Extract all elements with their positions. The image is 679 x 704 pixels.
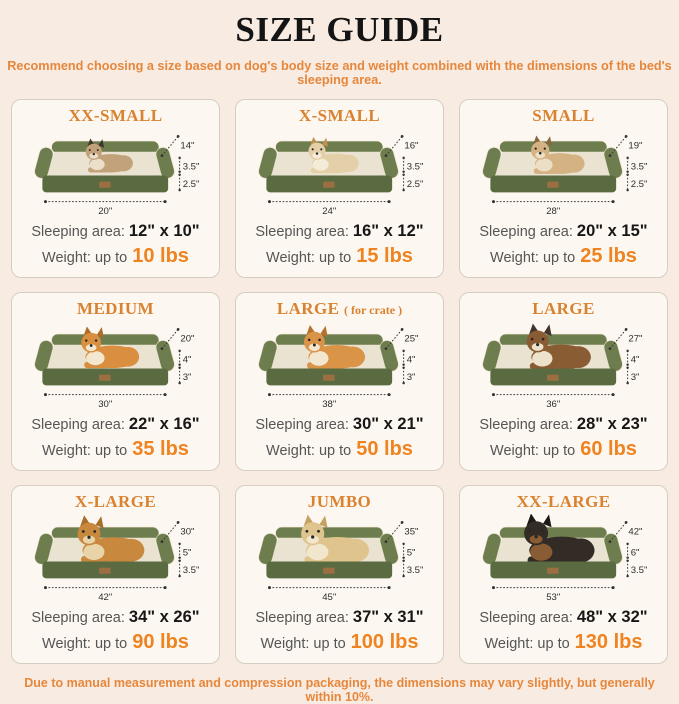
sleeping-area-row: [15, 413, 216, 436]
weight-row: [463, 436, 664, 464]
sleeping-area-row: [15, 220, 216, 243]
depth-dimension-line: [610, 522, 626, 541]
bed-brand-tag: [547, 375, 559, 381]
pet-nose: [92, 153, 94, 155]
base-height-label: 3.5": [182, 565, 199, 577]
bolster-height-dot-bottom: [178, 170, 180, 172]
pet-illustration: [526, 323, 590, 369]
bed-brand-tag: [99, 375, 111, 381]
weight-value: 25 lbs: [580, 245, 637, 267]
pet-left-eye: [307, 339, 310, 342]
pet-chest: [530, 544, 552, 561]
size-card: [11, 292, 220, 471]
size-card: [235, 99, 444, 278]
weight-label: Weight: up to: [260, 636, 346, 652]
width-dim-dot-left: [491, 586, 494, 589]
pet-left-eye: [311, 148, 313, 150]
size-card: [11, 99, 220, 278]
bolster-height-label: 4": [630, 354, 639, 366]
depth-dimension-line: [386, 522, 402, 541]
depth-dim-dot-end: [624, 135, 627, 138]
bed-brand-tag: [547, 182, 559, 188]
bolster-height-dot-top: [178, 543, 180, 545]
width-dim-dot-left: [43, 200, 46, 203]
weight-value: 10 lbs: [132, 245, 189, 267]
weight-row: [239, 629, 440, 657]
sleeping-area-value: 22" x 16": [128, 415, 200, 433]
bolster-height-dot-bottom: [626, 556, 628, 558]
sleeping-area-label: Sleeping area:: [255, 610, 349, 626]
depth-dim-dot-end: [400, 328, 403, 331]
base-height-label: 2.5": [182, 179, 199, 191]
bed-illustration: [24, 128, 208, 220]
depth-dim-dot-start: [160, 540, 163, 543]
bed-brand-tag: [323, 568, 335, 574]
pet-illustration: [524, 514, 594, 564]
depth-dim-dot-start: [608, 540, 611, 543]
bolster-height-dot-top: [402, 157, 404, 159]
weight-row: [15, 436, 216, 464]
base-height-dot-bottom: [178, 382, 180, 384]
base-height-dot-bottom: [178, 189, 180, 191]
pet-left-eye: [534, 147, 536, 149]
width-dim-dot-left: [43, 586, 46, 589]
depth-label: 14": [179, 140, 194, 152]
pet-right-eye: [541, 338, 544, 341]
width-label: 42": [97, 591, 112, 603]
sleeping-area-label: Sleeping area:: [31, 610, 125, 626]
base-height-dot-bottom: [626, 189, 628, 191]
bolster-height-dot-top: [178, 157, 180, 159]
width-label: 24": [321, 205, 336, 217]
size-title: [15, 492, 216, 513]
size-grid: [11, 99, 668, 664]
width-dim-dot-right: [163, 393, 166, 396]
bolster-height-label: 5": [406, 547, 415, 559]
depth-dimension-line: [162, 522, 178, 541]
weight-row: [463, 629, 664, 657]
width-dim-dot-right: [611, 586, 614, 589]
size-title: [239, 106, 440, 127]
base-height-label: 3.5": [630, 565, 647, 577]
base-height-label: 3": [182, 372, 191, 384]
sleeping-area-value: 30" x 21": [352, 415, 424, 433]
bed-back-bolster: [275, 334, 382, 346]
weight-value: 100 lbs: [350, 631, 419, 653]
base-height-dot-bottom: [626, 575, 628, 577]
width-dim-dot-right: [163, 200, 166, 203]
sleeping-area-value: 48" x 32": [576, 608, 648, 626]
bolster-height-dot-top: [626, 350, 628, 352]
sleeping-area-label: Sleeping area:: [479, 610, 573, 626]
size-title: [15, 299, 216, 320]
weight-value: 130 lbs: [574, 631, 643, 653]
weight-row: [15, 629, 216, 657]
size-title: [239, 299, 440, 320]
size-title: [15, 106, 216, 127]
sleeping-area-value: 20" x 15": [576, 222, 648, 240]
weight-label: Weight: up to: [42, 250, 128, 266]
depth-label: 16": [403, 140, 418, 152]
weight-label: Weight: up to: [490, 250, 576, 266]
bed-back-bolster: [499, 141, 606, 153]
width-dim-dot-right: [611, 200, 614, 203]
bolster-height-dot-top: [626, 543, 628, 545]
pet-left-eye: [528, 529, 531, 532]
depth-dim-dot-start: [160, 347, 163, 350]
bolster-height-dot-top: [626, 157, 628, 159]
size-title: [463, 492, 664, 513]
pet-hindquarters: [118, 539, 144, 562]
pet-nose: [536, 343, 539, 346]
base-height-label: 3.5": [406, 565, 423, 577]
bed-brand-tag: [547, 568, 559, 574]
bed-back-bolster: [51, 334, 158, 346]
weight-value: 60 lbs: [580, 438, 637, 460]
bolster-height-dot-top: [402, 350, 404, 352]
depth-dim-dot-start: [384, 154, 387, 157]
depth-dim-dot-end: [176, 521, 179, 524]
base-height-dot-top: [626, 367, 628, 369]
width-dim-dot-right: [387, 393, 390, 396]
weight-label: Weight: up to: [490, 443, 576, 459]
pet-illustration: [81, 326, 139, 368]
width-label: 28": [545, 205, 560, 217]
bed-illustration: [248, 321, 432, 413]
size-title: [463, 299, 664, 320]
depth-label: 19": [627, 140, 642, 152]
bolster-height-label: 3.5": [630, 161, 647, 173]
pet-chest: [89, 159, 104, 171]
pet-hindquarters: [339, 155, 359, 172]
base-height-dot-top: [402, 174, 404, 176]
width-label: 38": [321, 398, 336, 410]
sleeping-area-label: Sleeping area:: [255, 417, 349, 433]
size-title-text: XX-LARGE: [516, 492, 611, 511]
depth-dim-dot-end: [400, 135, 403, 138]
width-label: 53": [545, 591, 560, 603]
sleeping-area-row: [15, 606, 216, 629]
bed-back-bolster: [51, 527, 158, 539]
pet-right-eye: [543, 147, 545, 149]
base-height-dot-bottom: [178, 575, 180, 577]
sleeping-area-label: Sleeping area:: [479, 417, 573, 433]
pet-left-eye: [88, 149, 90, 151]
pet-nose: [534, 535, 537, 538]
bed-brand-tag: [99, 182, 111, 188]
bolster-height-dot-bottom: [178, 363, 180, 365]
pet-chest: [306, 544, 328, 561]
bolster-height-label: 4": [406, 354, 415, 366]
bolster-height-label: 5": [182, 547, 191, 559]
weight-row: [239, 243, 440, 271]
recommendation-subtitle: Recommend choosing a size based on dog's body size and weight combined with the dimensions of the bed's sleeping area.: [7, 59, 672, 87]
depth-dim-dot-end: [176, 328, 179, 331]
width-dim-dot-left: [491, 393, 494, 396]
depth-dimension-line: [610, 329, 626, 348]
pet-chest: [83, 544, 104, 560]
bolster-height-label: 3.5": [406, 161, 423, 173]
depth-dim-dot-start: [608, 154, 611, 157]
pet-nose: [538, 152, 541, 155]
width-dim-dot-left: [267, 393, 270, 396]
depth-dim-dot-start: [384, 347, 387, 350]
base-height-dot-bottom: [626, 382, 628, 384]
weight-label: Weight: up to: [266, 250, 352, 266]
depth-dimension-line: [162, 329, 178, 348]
pet-right-eye: [93, 530, 96, 533]
depth-dim-dot-end: [176, 135, 179, 138]
size-title-text: LARGE: [276, 299, 340, 318]
size-card: [459, 485, 668, 664]
pet-left-eye: [85, 339, 87, 341]
size-card: [235, 485, 444, 664]
weight-value: 15 lbs: [356, 245, 413, 267]
depth-label: 42": [627, 526, 642, 538]
bed-illustration: [472, 128, 656, 220]
sleeping-area-value: 16" x 12": [352, 222, 424, 240]
size-title-text: X-LARGE: [74, 492, 157, 511]
size-title-text: MEDIUM: [77, 299, 154, 318]
base-height-dot-top: [178, 367, 180, 369]
pet-chest: [532, 351, 552, 367]
sleeping-area-row: [239, 606, 440, 629]
pet-nose: [87, 536, 90, 539]
weight-label: Weight: up to: [266, 443, 352, 459]
sleeping-area-label: Sleeping area:: [255, 224, 349, 240]
bed-back-bolster: [275, 527, 382, 539]
bolster-height-dot-bottom: [402, 556, 404, 558]
sleeping-area-label: Sleeping area:: [479, 224, 573, 240]
bed-illustration: [24, 321, 208, 413]
size-title-text: XX-SMALL: [68, 106, 163, 125]
pet-nose: [315, 152, 317, 154]
base-height-dot-top: [402, 560, 404, 562]
width-dim-dot-left: [267, 200, 270, 203]
width-label: 45": [321, 591, 336, 603]
bed-brand-tag: [323, 182, 335, 188]
pet-right-eye: [94, 339, 96, 341]
weight-value: 90 lbs: [132, 631, 189, 653]
depth-dim-dot-start: [384, 540, 387, 543]
size-card: [459, 99, 668, 278]
pet-chest: [86, 351, 104, 365]
pet-chest: [535, 158, 552, 171]
width-label: 20": [97, 205, 112, 217]
sleeping-area-value: 28" x 23": [576, 415, 648, 433]
pet-nose: [312, 344, 315, 347]
bolster-height-dot-bottom: [402, 170, 404, 172]
base-height-dot-top: [178, 560, 180, 562]
measurement-disclaimer: Due to manual measurement and compression packaging, the dimensions may vary slightly, but generally within 10%.: [24, 676, 655, 704]
size-title: [239, 492, 440, 513]
width-dim-dot-right: [163, 586, 166, 589]
bed-back-bolster: [51, 141, 158, 153]
base-height-dot-bottom: [402, 382, 404, 384]
depth-dim-dot-start: [608, 347, 611, 350]
sleeping-area-value: 34" x 26": [128, 608, 200, 626]
pet-illustration: [303, 325, 364, 369]
depth-dim-dot-start: [160, 154, 163, 157]
base-height-label: 2.5": [406, 179, 423, 191]
sleeping-area-row: [239, 220, 440, 243]
width-label: 30": [97, 398, 112, 410]
depth-dim-dot-end: [400, 521, 403, 524]
depth-dim-dot-end: [624, 328, 627, 331]
bolster-height-dot-top: [402, 543, 404, 545]
bolster-height-dot-bottom: [178, 556, 180, 558]
sleeping-area-row: [463, 413, 664, 436]
pet-illustration: [77, 515, 144, 563]
sleeping-area-label: Sleeping area:: [31, 417, 125, 433]
bolster-height-dot-bottom: [626, 170, 628, 172]
pet-chest: [312, 159, 328, 171]
pet-hindquarters: [342, 539, 368, 562]
width-dim-dot-right: [387, 586, 390, 589]
bolster-height-dot-bottom: [626, 363, 628, 365]
weight-value: 35 lbs: [132, 438, 189, 460]
size-title-text: X-SMALL: [298, 106, 381, 125]
width-dim-dot-left: [267, 586, 270, 589]
sleeping-area-value: 37" x 31": [352, 608, 424, 626]
pet-right-eye: [317, 530, 320, 533]
bed-illustration: [472, 321, 656, 413]
weight-label: Weight: up to: [42, 636, 128, 652]
base-height-dot-top: [402, 367, 404, 369]
bed-back-bolster: [275, 141, 382, 153]
bed-brand-tag: [99, 568, 111, 574]
pet-left-eye: [305, 530, 308, 533]
base-height-label: 3": [406, 372, 415, 384]
pet-right-eye: [540, 529, 543, 532]
width-dim-dot-left: [43, 393, 46, 396]
pet-chest: [309, 351, 328, 366]
size-title: [463, 106, 664, 127]
pet-right-eye: [318, 339, 321, 342]
width-dim-dot-right: [611, 393, 614, 396]
pet-hindquarters: [565, 346, 590, 368]
depth-label: 20": [179, 333, 194, 345]
pet-illustration: [301, 515, 369, 564]
size-title-text: JUMBO: [307, 492, 372, 511]
size-title-text: SMALL: [532, 106, 595, 125]
depth-label: 30": [179, 526, 194, 538]
bolster-height-label: 4": [182, 354, 191, 366]
weight-row: [239, 436, 440, 464]
size-title-text: LARGE: [532, 299, 595, 318]
weight-row: [463, 243, 664, 271]
pet-left-eye: [81, 530, 84, 533]
sleeping-area-row: [239, 413, 440, 436]
size-card: [11, 485, 220, 664]
bolster-height-dot-bottom: [402, 363, 404, 365]
pet-hindquarters: [341, 347, 365, 368]
bed-back-bolster: [499, 334, 606, 346]
size-card: [235, 292, 444, 471]
depth-dim-dot-end: [624, 521, 627, 524]
width-dim-dot-left: [491, 200, 494, 203]
depth-label: 25": [403, 333, 418, 345]
bolster-height-label: 3.5": [182, 161, 199, 173]
depth-dimension-line: [162, 136, 178, 155]
base-height-dot-top: [626, 560, 628, 562]
width-label: 36": [545, 398, 560, 410]
bed-illustration: [248, 128, 432, 220]
base-height-dot-top: [626, 174, 628, 176]
sleeping-area-label: Sleeping area:: [31, 224, 125, 240]
size-card: [459, 292, 668, 471]
pet-nose: [89, 344, 92, 347]
sleeping-area-row: [463, 220, 664, 243]
width-dim-dot-right: [387, 200, 390, 203]
base-height-dot-bottom: [402, 575, 404, 577]
weight-label: Weight: up to: [484, 636, 570, 652]
base-height-dot-bottom: [402, 189, 404, 191]
pet-hindquarters: [567, 538, 594, 562]
bed-illustration: [24, 514, 208, 606]
bed-brand-tag: [323, 375, 335, 381]
pet-hindquarters: [116, 347, 139, 367]
base-height-dot-top: [178, 174, 180, 176]
bed-illustration: [472, 514, 656, 606]
depth-label: 27": [627, 333, 642, 345]
weight-label: Weight: up to: [42, 443, 128, 459]
pet-right-eye: [96, 149, 98, 151]
depth-dimension-line: [610, 136, 626, 155]
pet-hindquarters: [563, 154, 584, 172]
pet-left-eye: [530, 338, 533, 341]
size-title-suffix: ( for crate ): [344, 303, 403, 317]
depth-dimension-line: [386, 329, 402, 348]
sleeping-area-row: [463, 606, 664, 629]
bolster-height-label: 6": [630, 547, 639, 559]
sleeping-area-value: 12" x 10": [128, 222, 200, 240]
bed-illustration: [248, 514, 432, 606]
depth-dimension-line: [386, 136, 402, 155]
base-height-label: 2.5": [630, 179, 647, 191]
pet-hindquarters: [114, 155, 132, 171]
weight-value: 50 lbs: [356, 438, 413, 460]
bolster-height-dot-top: [178, 350, 180, 352]
weight-row: [15, 243, 216, 271]
page-title: SIZE GUIDE: [235, 10, 444, 49]
pet-nose: [311, 535, 314, 538]
pet-right-eye: [320, 148, 322, 150]
base-height-label: 3": [630, 372, 639, 384]
depth-label: 35": [403, 526, 418, 538]
